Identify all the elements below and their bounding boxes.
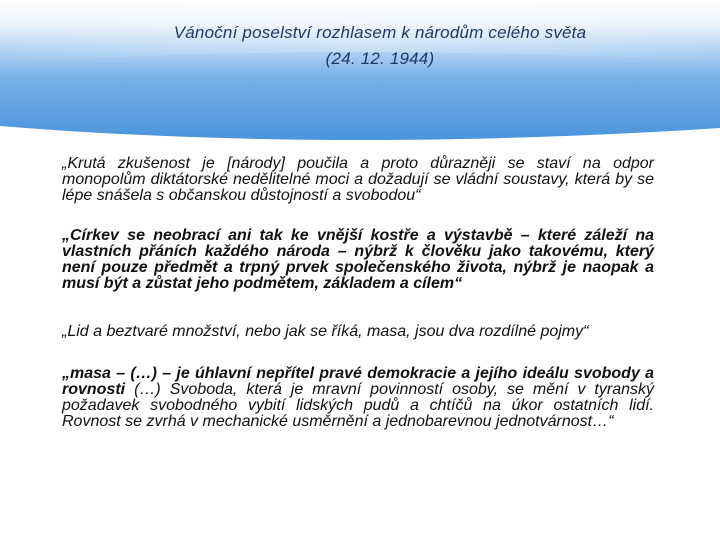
page-title [0,20,720,72]
quote-4-rest: (…) Svoboda, která je mravní povinností osoby, se mění v tyranský požadavek svobodného vybití lidských pudů a chtíčů na úkor ostatních lidí. Rovnost se zvrhá v mechanické usměrnění a jednobarevnou jednotvárnost…“ [62,381,654,430]
quote-4 [62,366,654,430]
quote-1: „Krutá zkušenost je [národy] poučila a proto důrazněji se staví na odpor monopolům diktátorské nedělitelné moci a dožadují se vládní soustavy, která by se lépe snášela s občanskou důstojností a svobodou“ [62,155,654,204]
title-line-1: Vánoční poselství rozhlasem k národům celého světa [173,23,587,42]
quote-4-bold-part: „masa – (…) – je úhlavní nepřítel pravé demokracie a jejího ideálu svobody a rovnosti [62,365,654,398]
quote-2: „Církev se neobrací ani tak ke vnější kostře a výstavbě – které záleží na vlastních přáních každého národa – nýbrž k člověku jako takovému, který není pouze předmět a trpný prvek společenského života, nýbrž je naopak a musí být a zůstat jeho podmětem, základem a cílem“ [62,227,654,292]
quotes-body [62,156,654,430]
quote-3: „Lid a beztvaré množství, nebo jak se říká, masa, jsou dva rozdílné pojmy“ [62,323,589,340]
title-line-2: (24. 12. 1944) [325,49,435,68]
